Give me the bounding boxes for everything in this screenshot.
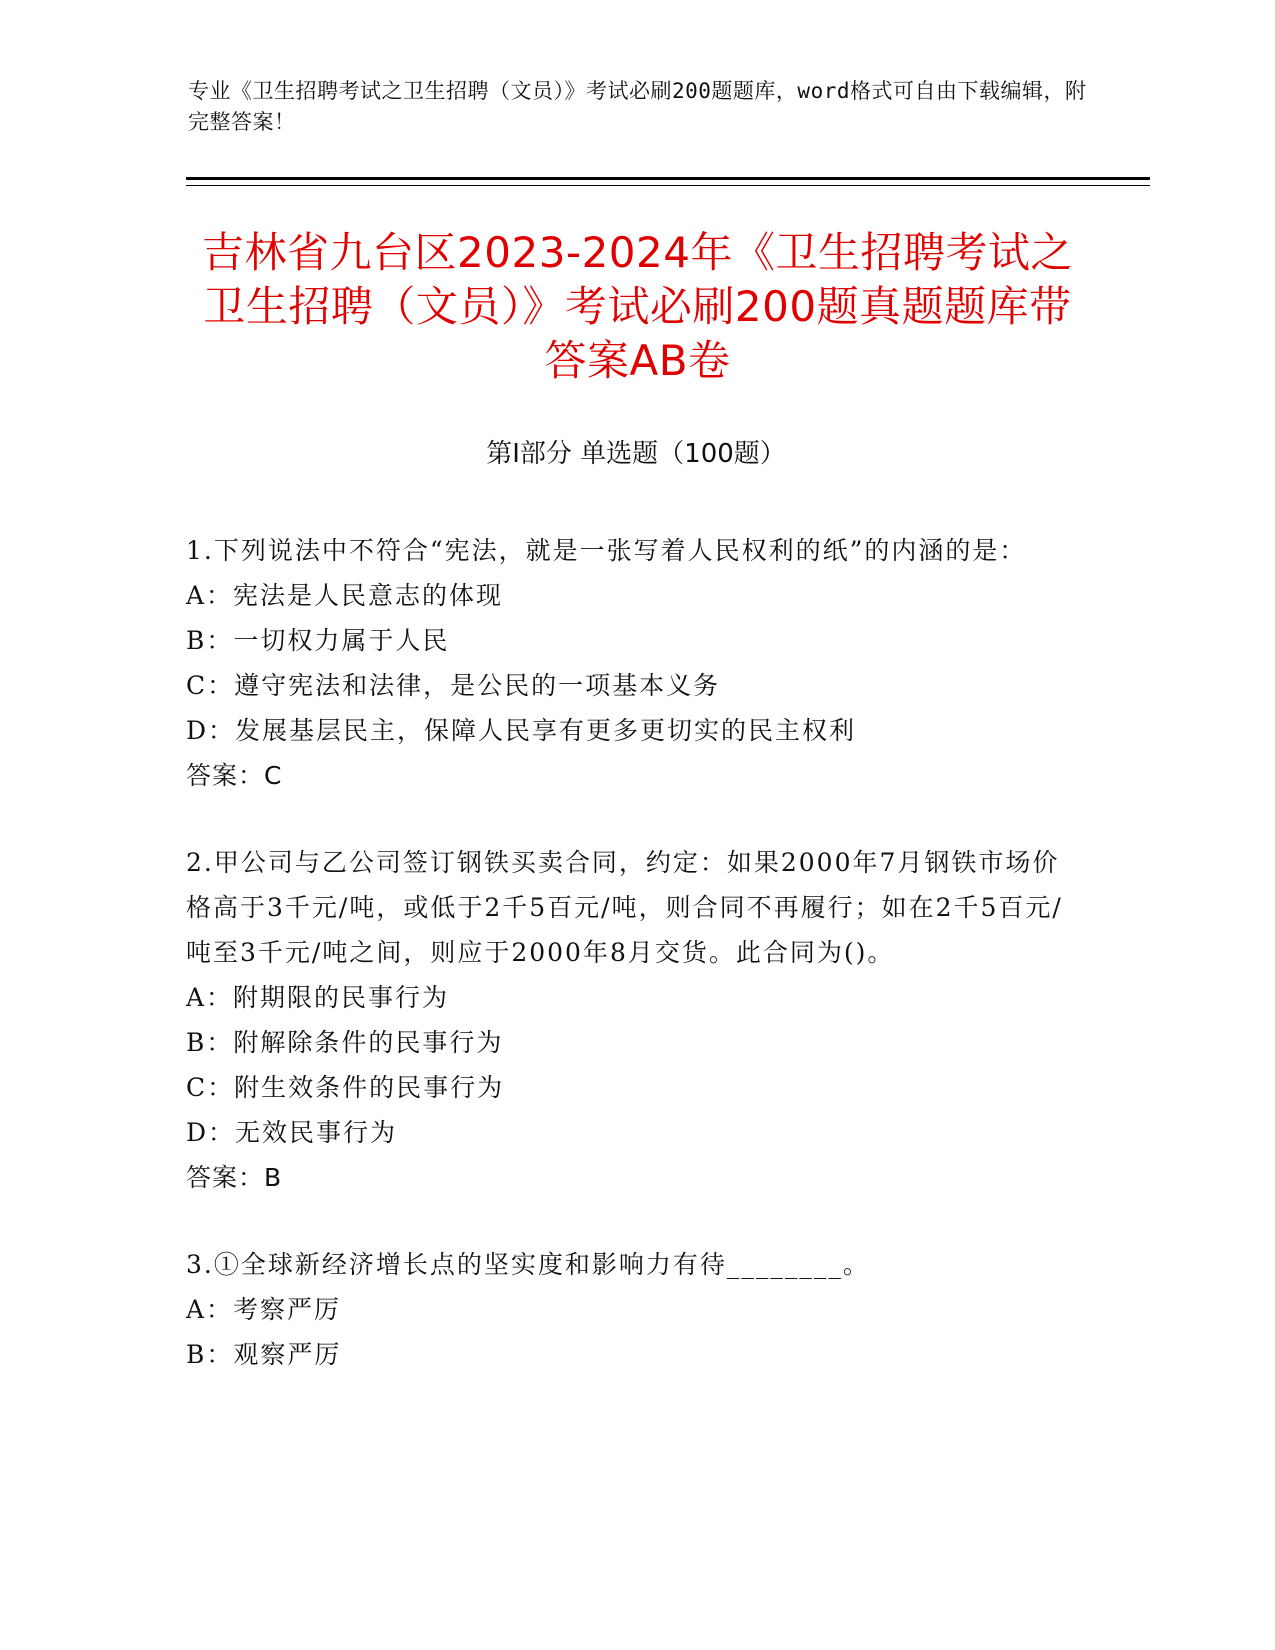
question-spacer — [186, 1200, 1086, 1242]
document-title: 吉林省九台区2023-2024年《卫生招聘考试之卫生招聘（文员）》考试必刷200题真题题库带答案AB卷 — [202, 228, 1073, 385]
question-3 — [186, 1242, 1086, 1377]
option-a: A：附期限的民事行为 — [186, 983, 450, 1012]
option-c: C：遵守宪法和法律，是公民的一项基本义务 — [186, 671, 721, 700]
header-rule-thin — [186, 185, 1150, 186]
section-title: 第Ⅰ部分 单选题（100题） — [486, 439, 786, 469]
question-stem: 1.下列说法中不符合“宪法，就是一张写着人民权利的纸”的内涵的是： — [186, 536, 1027, 565]
header-rule-thick — [186, 177, 1150, 180]
question-stem: 3.①全球新经济增长点的坚实度和影响力有待________。 — [186, 1250, 870, 1279]
header-note: 专业《卫生招聘考试之卫生招聘（文员）》考试必刷200题题库，word格式可自由下载编辑，附完整答案！ — [188, 79, 1087, 134]
option-a: A：考察严厉 — [186, 1295, 342, 1324]
option-c: C：附生效条件的民事行为 — [186, 1073, 505, 1102]
answer: 答案：C — [186, 761, 283, 790]
answer: 答案：B — [186, 1163, 283, 1192]
question-stem: 2.甲公司与乙公司签订钢铁买卖合同，约定：如果2000年7月钢铁市场价格高于3千元/吨，或低于2千5百元/吨，则合同不再履行；如在2千5百元/吨至3千元/吨之间，则应于2000年8月交货。此合同为()。 — [186, 848, 1063, 967]
option-a: A：宪法是人民意志的体现 — [186, 581, 504, 610]
question-2 — [186, 840, 1086, 1200]
option-d: D：无效民事行为 — [186, 1118, 398, 1147]
question-1 — [186, 528, 1086, 798]
question-spacer — [186, 798, 1086, 840]
option-d: D：发展基层民主，保障人民享有更多更切实的民主权利 — [186, 716, 857, 745]
option-b: B：一切权力属于人民 — [186, 626, 450, 655]
question-list — [186, 528, 1086, 1377]
option-b: B：观察严厉 — [186, 1340, 342, 1369]
option-b: B：附解除条件的民事行为 — [186, 1028, 504, 1057]
